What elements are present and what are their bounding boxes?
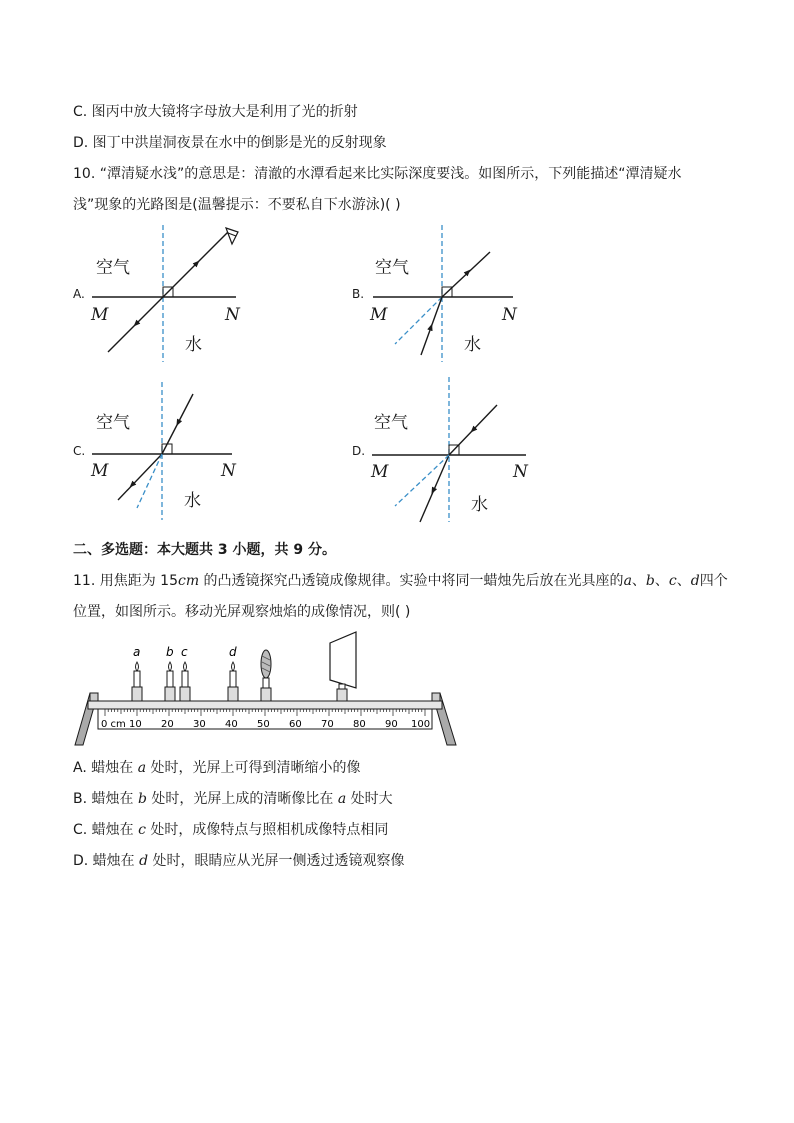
tick-label: 60	[289, 719, 302, 730]
virtual-ray-extension	[395, 297, 442, 344]
n-label: N	[225, 305, 240, 325]
n-label: N	[502, 305, 517, 325]
water-label: 水	[185, 335, 202, 355]
text-run: 处时，眼睛应从光屏一侧透过透镜观察像	[148, 853, 405, 869]
air-label: 空气	[374, 413, 408, 433]
q11-stem-line1	[73, 571, 728, 591]
tick-label: 70	[321, 719, 334, 730]
var-b: b	[645, 573, 655, 589]
n-label: N	[221, 461, 236, 481]
text-run: 、	[654, 573, 669, 589]
air-label: 空气	[375, 258, 409, 278]
water-label: 水	[184, 491, 201, 511]
text-run: 处时，成像特点与照相机成像特点相同	[145, 822, 389, 838]
incident-ray	[108, 297, 163, 352]
candle-b	[165, 645, 175, 701]
virtual-ray-extension	[137, 454, 162, 508]
diagram-c	[73, 382, 237, 520]
q11-option-b	[73, 789, 393, 809]
text-run: 处时大	[346, 791, 393, 807]
candle-label-b: b	[166, 645, 174, 659]
unit-cm: cm	[177, 573, 200, 589]
text-run: 处时，光屏上可得到清晰缩小的像	[146, 760, 361, 776]
tick-label: 100	[411, 719, 431, 730]
q9-option-d: D. 图丁中洪崖洞夜景在水中的倒影是光的反射现象	[73, 135, 387, 151]
m-label: M	[91, 305, 109, 325]
candle-label-a: a	[133, 645, 141, 659]
section-heading: 二、多选题：本大题共 3 小题，共 9 分。	[73, 542, 336, 558]
m-label: M	[371, 462, 389, 482]
ray-arrow	[132, 483, 134, 485]
var-a: a	[623, 573, 632, 589]
candle-d	[228, 645, 238, 701]
diagram-b	[352, 225, 518, 362]
var-d: d	[690, 573, 700, 589]
q11-option-a	[73, 758, 361, 778]
tick-label: 50	[257, 719, 270, 730]
var-d: d	[139, 853, 149, 869]
diagram-d	[352, 377, 529, 522]
candle-label-c: c	[181, 645, 188, 659]
text-run: 、	[676, 573, 691, 589]
optical-bench-diagram	[0, 630, 794, 750]
candle-a	[132, 645, 142, 701]
q11-option-c	[73, 820, 388, 840]
incident-ray	[162, 394, 193, 454]
var-a: a	[337, 791, 347, 807]
ray-arrow	[473, 428, 475, 430]
refracted-ray	[420, 455, 449, 522]
var-c: c	[138, 822, 146, 838]
tick-label: 20	[161, 719, 174, 730]
tick-label: 30	[193, 719, 206, 730]
text-run: 的凸透镜探究凸透镜成像规律。实验中将同一蜡烛先后放在光具座的	[199, 573, 624, 589]
text-run: D. 蜡烛在	[73, 853, 140, 869]
incident-ray	[421, 297, 442, 355]
candle-c	[180, 645, 190, 701]
tick-label: 0 cm	[101, 719, 126, 730]
eye-icon	[226, 228, 238, 244]
ray-arrow	[195, 263, 197, 265]
text-run: C. 蜡烛在	[73, 822, 139, 838]
convex-lens	[261, 650, 271, 701]
var-b: b	[137, 791, 147, 807]
option-label-c: C.	[73, 444, 86, 458]
tick-label: 40	[225, 719, 238, 730]
q10-stem-line2: 浅”现象的光路图是(温馨提示：不要私自下水游泳)( )	[73, 197, 401, 213]
bench-rail	[88, 701, 442, 709]
q9-option-c: C. 图丙中放大镜将字母放大是利用了光的折射	[73, 104, 358, 120]
refracted-ray	[442, 252, 490, 297]
text-run: 11. 用焦距为 15	[73, 573, 178, 589]
tick-label: 90	[385, 719, 398, 730]
text-run: A. 蜡烛在	[73, 760, 138, 776]
m-label: M	[91, 461, 109, 481]
text-run: B. 蜡烛在	[73, 791, 138, 807]
n-label: N	[513, 462, 528, 482]
option-label-b: B.	[352, 287, 365, 301]
q10-stem-line1: 10. “潭清疑水浅”的意思是：清澈的水潭看起来比实际深度要浅。如图所示，下列能描述“潭清疑水	[73, 166, 682, 182]
light-screen	[330, 632, 356, 701]
var-a: a	[137, 760, 147, 776]
water-label: 水	[464, 335, 481, 355]
q11-option-d	[73, 851, 405, 871]
text-run: 处时，光屏上成的清晰像比在	[146, 791, 338, 807]
refracted-ray	[118, 454, 162, 500]
virtual-ray-extension	[395, 455, 449, 506]
q11-stem-line2: 位置，如图所示。移动光屏观察烛焰的成像情况，则( )	[73, 604, 411, 620]
water-label: 水	[471, 495, 488, 515]
air-label: 空气	[96, 413, 130, 433]
air-label: 空气	[96, 258, 130, 278]
ray-arrow	[136, 322, 138, 324]
candle-label-d: d	[229, 645, 237, 659]
diagram-a	[73, 225, 241, 362]
option-label-a: A.	[73, 287, 85, 301]
var-c: c	[668, 573, 677, 589]
text-run: 、	[631, 573, 646, 589]
q10-diagrams	[0, 220, 794, 540]
option-label-d: D.	[352, 444, 366, 458]
m-label: M	[370, 305, 388, 325]
tick-label: 80	[353, 719, 366, 730]
text-run: 四个	[699, 573, 728, 589]
tick-label: 10	[129, 719, 142, 730]
